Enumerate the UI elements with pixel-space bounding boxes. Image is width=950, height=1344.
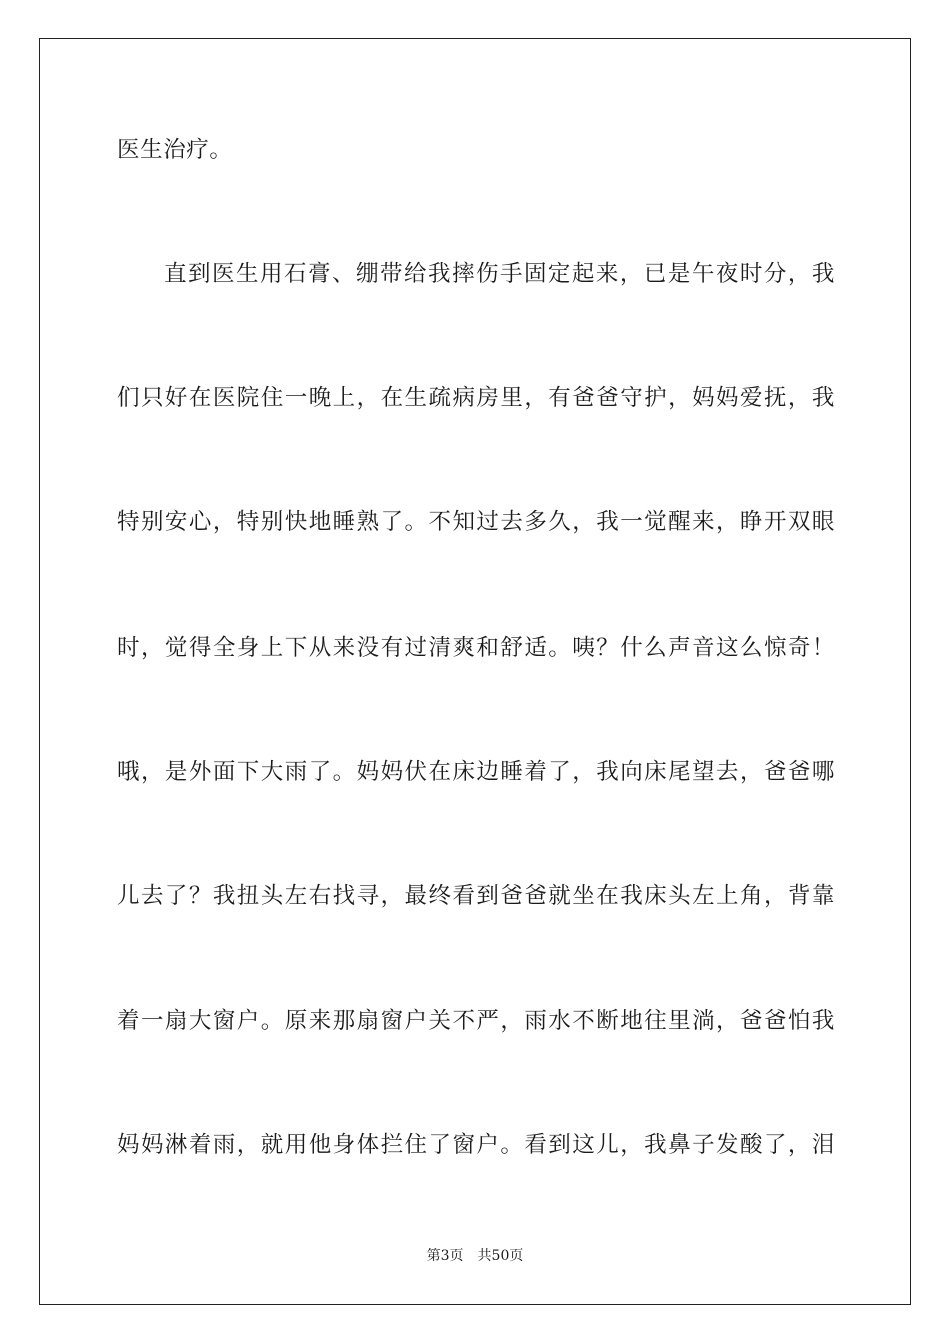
text-line-6: 哦，是外面下大雨了。妈妈伏在床边睡着了，我向床尾望去，爸爸哪 <box>117 759 835 785</box>
text-line-9: 妈妈淋着雨，就用他身体拦住了窗户。看到这儿，我鼻子发酸了，泪 <box>117 1132 835 1158</box>
page-footer <box>0 1246 950 1266</box>
text-line-1: 医生治疗。 <box>117 137 233 163</box>
text-line-5: 时，觉得全身上下从来没有过清爽和舒适。咦？什么声音这么惊奇！ <box>117 635 835 661</box>
text-line-3: 们只好在医院住一晚上，在生疏病房里，有爸爸守护，妈妈爱抚，我 <box>117 385 835 411</box>
text-line-2: 直到医生用石膏、绷带给我摔伤手固定起来，已是午夜时分，我 <box>164 261 835 287</box>
page-border <box>39 38 911 1305</box>
text-line-8: 着一扇大窗户。原来那扇窗户关不严，雨水不断地往里淌，爸爸怕我 <box>117 1008 835 1034</box>
text-line-4: 特别安心，特别快地睡熟了。不知过去多久，我一觉醒来，睁开双眼 <box>117 509 835 535</box>
text-line-7: 儿去了？我扭头左右找寻，最终看到爸爸就坐在我床头左上角，背靠 <box>117 883 835 909</box>
page-number: 第3页 <box>426 1248 464 1264</box>
page-total: 共50页 <box>477 1248 524 1264</box>
